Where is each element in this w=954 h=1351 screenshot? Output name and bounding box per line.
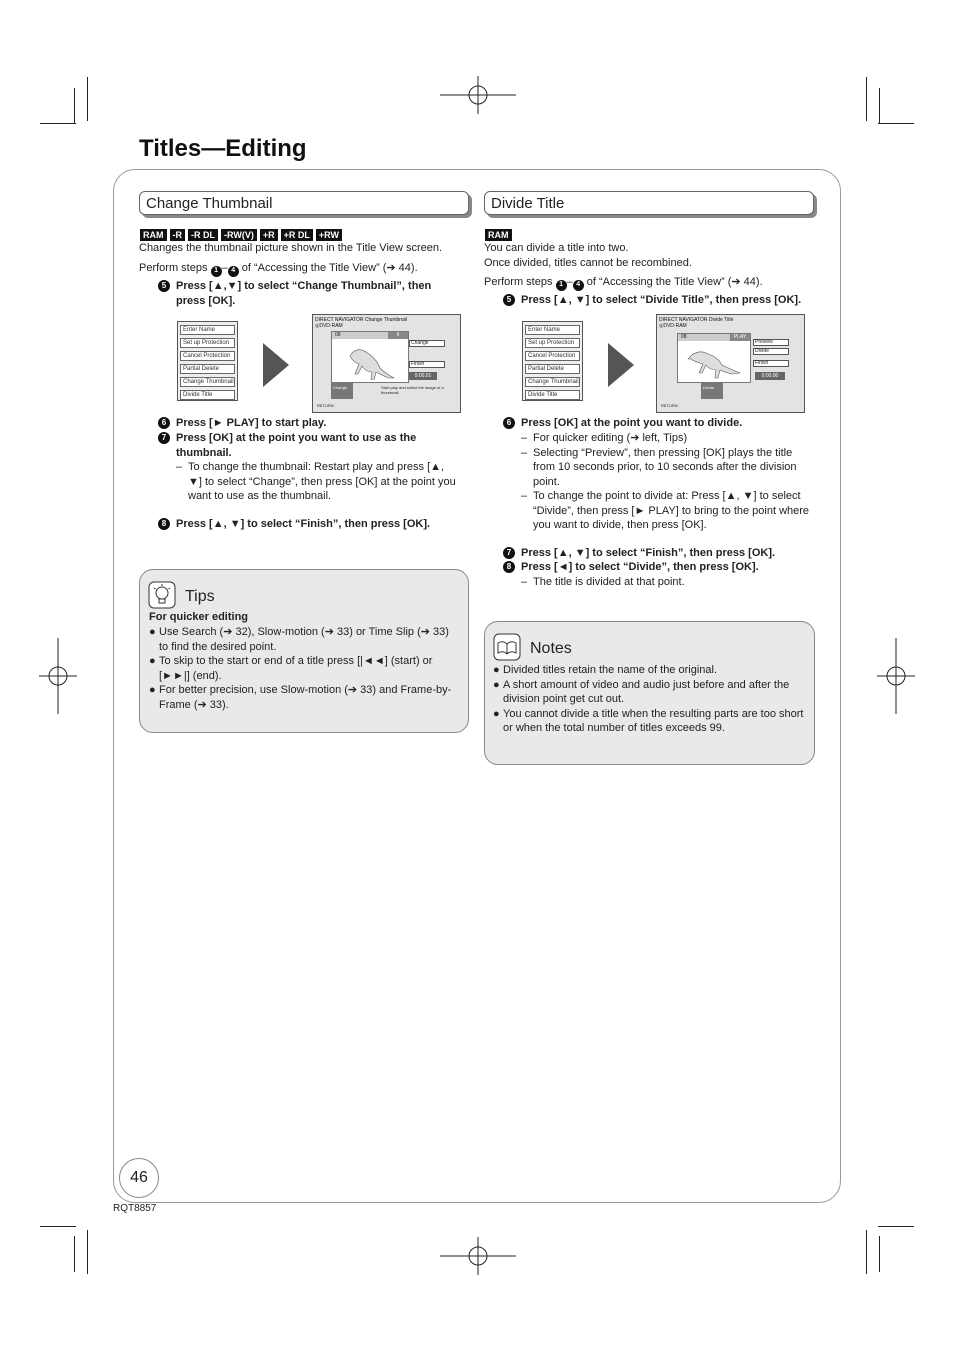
crop-mark — [878, 123, 914, 124]
screen-header — [313, 315, 460, 331]
page-number: 46 — [119, 1158, 159, 1198]
return-label: RETURN — [661, 403, 678, 408]
crop-mark — [878, 1226, 914, 1227]
step-7 — [503, 546, 815, 561]
screen-disc: ◎DVD-RAM — [659, 323, 687, 329]
badge-plus-r-dl: +R DL — [281, 229, 313, 241]
arrow-right-icon — [608, 343, 634, 387]
divide-title-screen — [656, 314, 805, 413]
step-5 — [503, 293, 815, 308]
title-number: 08 — [681, 334, 687, 340]
option-change: Change — [409, 340, 445, 347]
disc-badges — [140, 229, 342, 241]
crop-mark — [40, 1226, 76, 1227]
intro-line: You can divide a title into two. — [484, 242, 629, 254]
return-label: RETURN — [317, 403, 334, 408]
step-8 — [158, 517, 458, 532]
note-text: The title is divided at that point. — [533, 576, 685, 588]
intro-line: Once divided, titles cannot be recombined. — [484, 256, 692, 269]
change-thumbnail-perform: Perform steps 1 – 4 of “Accessing the Title View” (➔ 44). — [139, 261, 469, 277]
divide-title-intro — [484, 241, 814, 270]
step-number: 7 — [503, 547, 515, 559]
change-thumbnail-screen — [312, 314, 461, 413]
note-text: To change the thumbnail: Restart play and press [▲, ▼] to select “Change”, then press [OK] at the point you want to use as the thumbnail. — [188, 461, 456, 502]
perform-prefix: Perform steps — [484, 276, 553, 288]
note-text: To change the point to divide at: Press [▲, ▼] to select “Divide”, then press [► PLAY] to bring to the point where you want to divide, then press [OK]. — [533, 490, 810, 531]
step-number: 6 — [503, 417, 515, 429]
list-item: ● Divided titles retain the name of the original. — [493, 664, 718, 676]
play-status: II — [388, 332, 408, 339]
menu-item: Cancel Protection — [525, 351, 580, 361]
step-6-notes — [521, 431, 813, 533]
lightbulb-icon — [148, 581, 176, 609]
edit-menu — [177, 321, 238, 401]
dinosaur-icon — [684, 343, 746, 381]
step-number: 5 — [503, 294, 515, 306]
option-divide: Divide — [753, 348, 789, 355]
divide-title-heading: Divide Title — [484, 191, 814, 215]
crop-mark — [40, 123, 76, 124]
step-text: Press [▲, ▼] to select “Divide Title”, then press [OK]. — [521, 294, 802, 306]
step-6 — [158, 416, 458, 431]
menu-item: Enter Name — [180, 325, 235, 335]
badge-plus-r: +R — [260, 229, 278, 241]
menu-item: Change Thumbnail — [525, 377, 580, 387]
preview-bar — [332, 332, 408, 339]
divide-title-perform: Perform steps 1 – 4 of “Accessing the Title View” (➔ 44). — [484, 275, 814, 291]
list-item: ● For better precision, use Slow-motion (➔ 33) and Frame-by-Frame (➔ 33). — [149, 683, 461, 712]
crop-mark — [74, 1236, 75, 1272]
tips-list — [149, 625, 461, 712]
step-text: Press [▲, ▼] to select “Finish”, then press [OK]. — [176, 518, 431, 530]
step-5 — [158, 279, 458, 308]
menu-item: Cancel Protection — [180, 351, 235, 361]
screen-title: DIRECT NAVIGATOR Change Thumbnail — [315, 317, 408, 323]
step-8 — [503, 560, 815, 575]
divide-button: Divide — [701, 383, 723, 399]
step-text: Press [▲,▼] to select “Change Thumbnail”, then press [OK]. — [176, 280, 432, 307]
registration-mark — [877, 638, 915, 714]
notes-list — [493, 663, 808, 736]
step-6 — [503, 416, 815, 431]
list-item: ● Use Search (➔ 32), Slow-motion (➔ 33) or Time Slip (➔ 33) to find the desired point. — [149, 625, 461, 654]
badge-r: -R — [170, 229, 186, 241]
step-num-icon: 4 — [573, 280, 584, 291]
change-button: Change — [331, 383, 353, 399]
perform-prefix: Perform steps — [139, 262, 208, 274]
notes-panel — [484, 621, 815, 765]
step-num-icon: 1 — [556, 280, 567, 291]
dinosaur-icon — [344, 342, 396, 380]
step-num-icon: 4 — [228, 266, 239, 277]
menu-item: Partial Delete — [180, 364, 235, 374]
note-text: You cannot divide a title when the resulting parts are too short or when the total number of titles exceeds 99. — [503, 707, 804, 734]
screen-header — [657, 315, 804, 331]
registration-mark — [440, 1237, 516, 1275]
tips-title: Tips — [185, 588, 215, 605]
perform-ref: of “Accessing the Title View” (➔ 44). — [241, 262, 418, 274]
tip-text: For better precision, use Slow-motion (➔ 33) and Frame-by-Frame (➔ 33). — [159, 684, 452, 711]
step-text: Press [◄] to select “Divide”, then press [OK]. — [521, 561, 759, 573]
perform-ref: of “Accessing the Title View” (➔ 44). — [586, 276, 763, 288]
play-status: PLAY — [730, 334, 750, 341]
step-7 — [158, 431, 458, 460]
menu-item: Partial Delete — [525, 364, 580, 374]
edit-menu — [522, 321, 583, 401]
tips-subhead: For quicker editing — [149, 611, 249, 623]
list-item: – To change the point to divide at: Press [▲, ▼] to select “Divide”, then press [► PLAY] to bring to the point where you want to divide, then press [OK]. — [521, 489, 813, 533]
title-number: 08 — [335, 332, 341, 338]
step-number: 7 — [158, 432, 170, 444]
menu-item: Change Thumbnail — [180, 377, 235, 387]
crop-mark — [74, 88, 75, 124]
badge-ram: RAM — [140, 229, 167, 241]
crop-mark — [866, 77, 867, 121]
tip-text: Use Search (➔ 32), Slow-motion (➔ 33) or Time Slip (➔ 33) to find the desired point. — [159, 626, 449, 653]
crop-mark — [87, 77, 88, 121]
menu-item: Enter Name — [525, 325, 580, 335]
notebook-icon — [493, 633, 521, 661]
menu-item: Set up Protection — [525, 338, 580, 348]
menu-item: Set up Protection — [180, 338, 235, 348]
notes-title: Notes — [530, 640, 572, 657]
crop-mark — [866, 1230, 867, 1274]
preview-bar — [678, 334, 750, 341]
tip-text: To skip to the start or end of a title press [|◄◄] (start) or [►►|] (end). — [159, 655, 433, 682]
note-text: Selecting “Preview”, then pressing [OK] plays the title from 10 seconds prior, to 10 seconds after the division point. — [533, 446, 797, 488]
screen-title: DIRECT NAVIGATOR Divide Title — [659, 317, 734, 323]
step-text: Press [▲, ▼] to select “Finish”, then press [OK]. — [521, 547, 776, 559]
registration-mark — [39, 638, 77, 714]
arrow-right-icon — [263, 343, 289, 387]
list-item: ● To skip to the start or end of a title press [|◄◄] (start) or [►►|] (end). — [149, 654, 461, 683]
step-text: Press [► PLAY] to start play. — [176, 417, 327, 429]
page-title: Titles—Editing — [139, 135, 307, 162]
list-item: – For quicker editing (➔ left, Tips) — [521, 432, 688, 444]
screen-disc: ◎DVD-RAM — [315, 323, 343, 329]
video-preview — [677, 333, 751, 383]
step-number: 5 — [158, 280, 170, 292]
step-number: 6 — [158, 417, 170, 429]
badge-rw-v: -RW(V) — [221, 229, 257, 241]
change-thumbnail-intro: Changes the thumbnail picture shown in the Title View screen. — [139, 242, 443, 254]
change-thumbnail-heading: Change Thumbnail — [139, 191, 469, 215]
step-text: Press [OK] at the point you want to use as the thumbnail. — [176, 432, 417, 459]
video-preview — [331, 331, 409, 383]
menu-item: Divide Title — [525, 390, 580, 400]
step-7-note: – To change the thumbnail: Restart play and press [▲, ▼] to select “Change”, then press [OK] at the point you want to use as the thumbnail. — [176, 460, 458, 504]
time-readout: 0:00.00 — [755, 372, 785, 380]
step-number: 8 — [503, 561, 515, 573]
step-text: Press [OK] at the point you want to divide. — [521, 417, 743, 429]
step-number: 8 — [158, 518, 170, 530]
registration-mark — [440, 76, 516, 114]
list-item: – Selecting “Preview”, then pressing [OK] plays the title from 10 seconds prior, to 10 seconds after the division point. — [521, 446, 813, 490]
step-8-note: – The title is divided at that point. — [521, 576, 685, 588]
badge-r-dl: -R DL — [188, 229, 218, 241]
option-preview: Preview — [753, 339, 789, 346]
list-item: ● A short amount of video and audio just before and after the division point get cut out. — [493, 678, 808, 707]
option-finish: Finish — [753, 360, 789, 367]
list-item: ● You cannot divide a title when the resulting parts are too short or when the total number of titles exceeds 99. — [493, 707, 808, 736]
badge-ram: RAM — [485, 229, 512, 241]
badge-plus-rw: +RW — [316, 229, 342, 241]
screen-caption: Start play and select the image of a thumbnail. — [381, 385, 444, 395]
time-readout: 0:00.01 — [409, 372, 437, 380]
note-text: A short amount of video and audio just before and after the division point get cut out. — [503, 678, 790, 705]
crop-mark — [87, 1230, 88, 1274]
note-text: Divided titles retain the name of the original. — [503, 664, 718, 676]
option-finish: Finish — [409, 361, 445, 368]
crop-mark — [879, 88, 880, 124]
disc-badges — [485, 229, 512, 241]
crop-mark — [879, 1236, 880, 1272]
step-num-icon: 1 — [211, 266, 222, 277]
menu-item: Divide Title — [180, 390, 235, 400]
tips-panel — [139, 569, 469, 733]
document-code: RQT8857 — [113, 1203, 157, 1214]
note-text: For quicker editing (➔ left, Tips) — [533, 432, 688, 444]
